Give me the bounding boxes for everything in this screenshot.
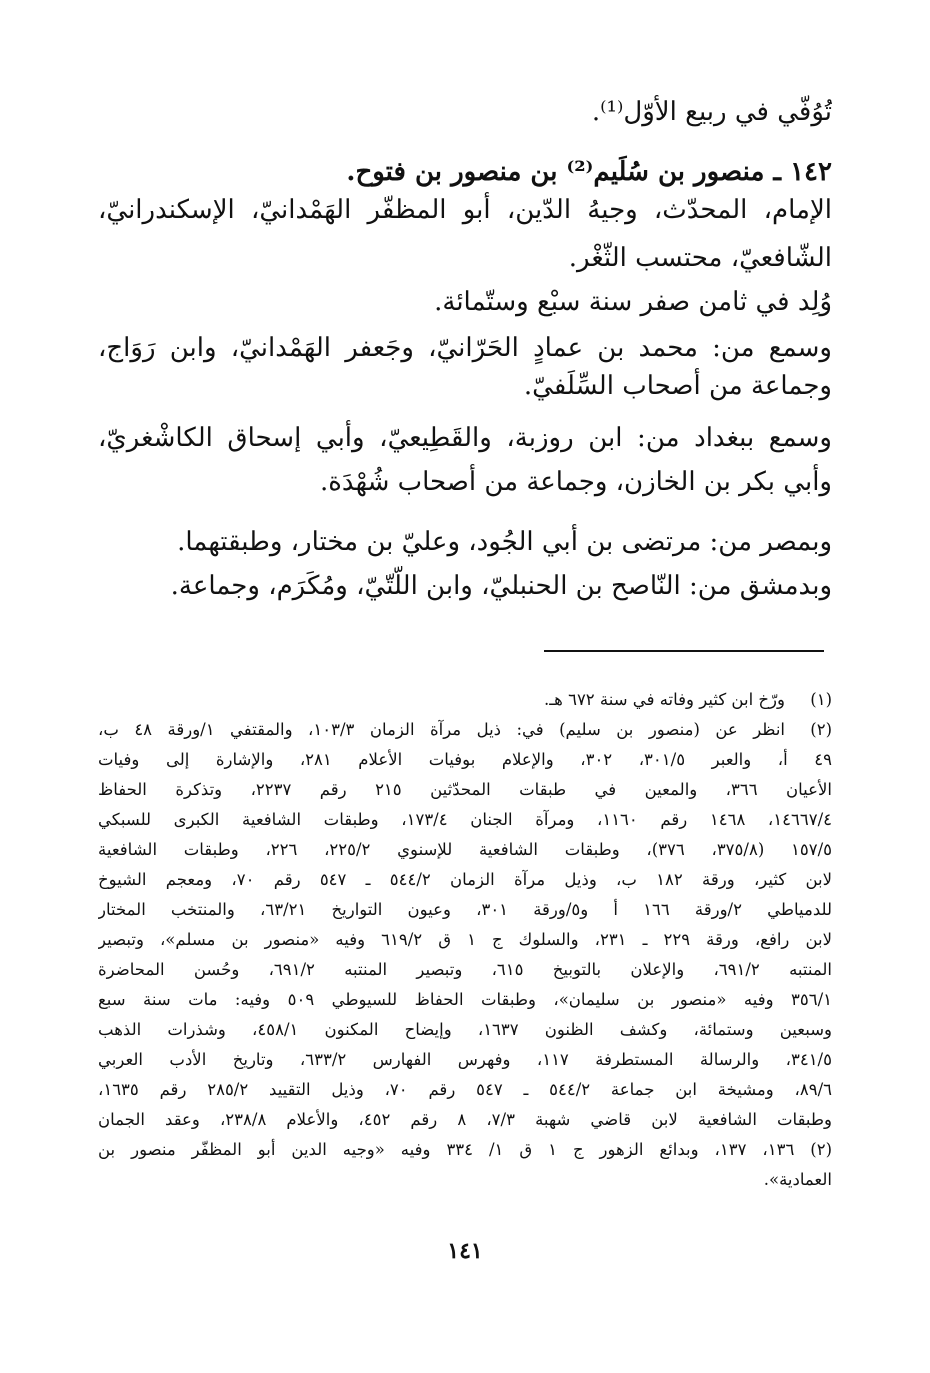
footnote-2-line: لابن كثير، ورقة ١٨٢ ب، وذيل مرآة الزمان ٥٤٤/٢ ـ ٥٤٧ رقم ٧٠، ومعجم الشيوخ [98, 870, 832, 889]
footnote-separator [544, 650, 824, 652]
footnote-2-line: ٤٩ أ، والعبر ٣٠١/٥، ٣٠٢، والإعلام بوفيات الأعلام ٢٨١، والإشارة إلى وفيات [98, 750, 832, 769]
footnote-2-line: ١٤٦٦٧/٤، ١٤٦٨ رقم ١١٦٠، ومرآة الجنان ١٧٣/٤، وطبقات الشافعية الكبرى للسبكي [98, 810, 832, 829]
footnote-2-line: لابن رافع، ورقة ٢٢٩ ـ ٢٣١، والسلوك ج ١ ق ٦١٩/٢ وفيه «منصور بن مسلم»، وتبصير [98, 930, 832, 949]
page-number: ١٤١ [447, 1238, 483, 1264]
footnote-1-number: (١) [810, 690, 832, 709]
entry-heading: ١٤٢ ـ منصور بن سُلَيم⁽²⁾ بن منصور بن فتوح. [346, 157, 832, 187]
body-line-death: تُوُفّي في ربيع الأوّل⁽¹⁾. [591, 97, 832, 127]
footnote-2-line: وطبقات الشافعية لابن قاضي شهبة ٧/٣، ٨ رقم ٤٥٢، والأعلام ٢٣٨/٨، وعقد الجمان [98, 1110, 832, 1129]
footnote-2-line: ٨٩/٦، ومشيخة ابن جماعة ٥٤٤/٢ ـ ٥٤٧ رقم ٧٠، وذيل التقييد ٢٨٥/٢ رقم ١٦٣٥، [98, 1080, 832, 1099]
footnote-2-line: المنتبه ٦٩١/٢، والإعلان بالتوبيخ ٦١٥، وتبصير المنتبه ٦٩١/٢، وحُسن المحاضرة [98, 960, 832, 979]
body-line-silafi: وجماعة من أصحاب السِّلَفيّ. [523, 371, 832, 401]
body-line-egypt: وبمصر من: مرتضى بن أبي الجُود، وعليّ بن مختار، وطبقتهما. [177, 527, 832, 557]
body-line-baghdad: وسمع ببغداد من: ابن روزبة، والقَطِيعيّ، وأبي إسحاق الكاشْغريّ، [98, 423, 832, 453]
body-line-heard-from: وسمع من: محمد بن عمادٍ الحَرّانيّ، وجَعفر الهَمْدانيّ، وابن رَوَاج، [98, 333, 832, 363]
footnote-2-line: ٣٤١/٥، والرسالة المستطرفة ١١٧، وفهرس الفهارس ٦٣٣/٢، وتاريخ الأدب العربي [98, 1050, 832, 1069]
footnote-2-line: (٢) ١٣٦، ١٣٧، وبدائع الزهور ج ١ ق ١/ ٣٣٤ وفيه «وجيه الدين أبو المظفّر منصور بن [98, 1140, 832, 1159]
footnote-2-line: العمادية». [763, 1170, 832, 1189]
body-line-birth: وُلِد في ثامن صفر سنة سبْع وستّمائة. [434, 287, 832, 317]
footnote-2-line: الأعيان ٣٦٦، والمعين في طبقات المحدّثين ٢١٥ رقم ٢٢٣٧، وتذكرة الحفاظ [98, 780, 832, 799]
footnote-1-text: ورّخ ابن كثير وفاته في سنة ٦٧٢ هـ. [544, 690, 785, 709]
footnote-2-line: للدمياطي ٢/ورقة ١٦٦ أ و٥/ورقة ٣٠١، وعيون التواريخ ٦٣/٢١، والمنتخب المختار [98, 900, 832, 919]
footnote-2-number: (٢) [810, 720, 832, 739]
body-line-titles: الإمام، المحدّث، وجيهُ الدّين، أبو المظفّر الهَمْدانيّ، الإسكندرانيّ، [98, 195, 832, 225]
footnote-2-line: ١٥٧/٥ (٣٧٥/٨، ٣٧٦)، وطبقات الشافعية للإسنوي ٢٢٥/٢، ٢٢٦، وطبقات الشافعية [98, 840, 832, 859]
body-line-shuhda: وأبي بكر بن الخازن، وجماعة من أصحاب شُهْدَة. [320, 467, 832, 497]
footnote-2-line: وسبعين وستمائة، وكشف الظنون ١٦٣٧، وإيضاح المكنون ٤٥٨/١، وشذرات الذهب [98, 1020, 832, 1039]
body-line-damascus: وبدمشق من: النّاصح بن الحنبليّ، وابن اللّتّيّ، ومُكَرَم، وجماعة. [170, 571, 832, 601]
body-line-shafii: الشّافعيّ، محتسب الثّغْر. [568, 243, 832, 273]
footnote-2-line: انظر عن (منصور بن سليم) في: ذيل مرآة الزمان ١٠٣/٣، والمقتفي ١/ورقة ٤٨ ب، [98, 720, 785, 739]
footnote-2-line: ٣٥٦/١ وفيه «منصور بن سليمان»، وطبقات الحفاظ للسيوطي ٥٠٩ وفيه: مات سنة سبع [98, 990, 832, 1009]
